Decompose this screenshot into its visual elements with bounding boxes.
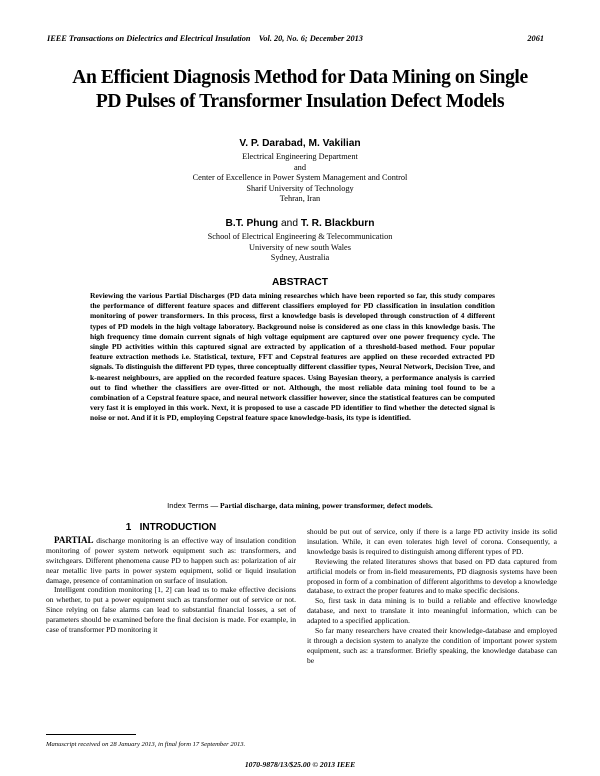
left-column <box>46 523 296 635</box>
manuscript-footnote: Manuscript received on 28 January 2013, in final form 17 September 2013. <box>46 741 246 748</box>
affiliation-line: Sharif University of Technology <box>246 183 354 193</box>
authors-group-2 <box>0 218 600 229</box>
index-terms-text: Partial discharge, data mining, power transformer, defect models. <box>220 501 433 510</box>
author-and: and <box>281 218 299 229</box>
title-line-2: PD Pulses of Transformer Insulation Defect Models <box>95 91 505 112</box>
section-heading: 1 INTRODUCTION <box>125 522 217 533</box>
author-name: B.T. Phung <box>225 218 279 229</box>
affiliation-group-1 <box>0 152 600 205</box>
affiliation-line: Center of Excellence in Power System Management and Control <box>192 173 408 183</box>
affiliation-line: Electrical Engineering Department <box>242 152 358 161</box>
abstract-heading: ABSTRACT <box>271 277 329 288</box>
body-paragraph: Intelligent condition monitoring [1, 2] can lead us to make effective decisions on whether, to put a power equipment such as transformer out of service or not. Since relying on false alarms can lead to substantial financial losses, a set of parameters should be examined before the final decision is made. For example, in case of transformer PD monitoring it <box>46 585 296 635</box>
body-paragraph: So far many researchers have created their knowledge-database and employed it through a decision system to analyze the condition of important power system equipment, such as: a transformer. Briefly speaking, the knowledge database can be <box>307 626 557 665</box>
affiliation-group-2 <box>0 232 600 264</box>
paper-title <box>30 66 570 114</box>
body-paragraph: So, first task in data mining is to build a reliable and effective knowledge database, and next to translate it into meaningful information, which can be adapted to a specified application. <box>307 596 557 626</box>
author-name: T. R. Blackburn <box>300 218 375 229</box>
paragraph-text: discharge monitoring is an effective way of insulation condition monitoring of power system network equipment such as: transformers, and switchgears. Different phenomena cause PD to happen such as: polarization of air near metallic live parts in power system equipment, solid or liquid insulation damage, presence of contamination on surface of insulation. <box>46 535 296 585</box>
copyright-line: 1070-9878/13/$25.00 © 2013 IEEE <box>244 760 356 769</box>
authors-group-1: V. P. Darabad, M. Vakilian <box>239 138 361 149</box>
body-paragraph: Reviewing the related literatures shows that based on PD data captured from artificial models or from in-field measurements, PD diagnosis systems have been proposed in form of a combination of different algorithms to develop a knowledge database, to extract the proper features and to make specific decisions. <box>307 556 557 596</box>
journal-header: IEEE Transactions on Dielectrics and Electrical Insulation Vol. 20, No. 6; December 2013 <box>47 34 363 43</box>
affiliation-line: School of Electrical Engineering & Telecommunication <box>207 232 393 241</box>
body-paragraph <box>46 536 296 586</box>
right-column <box>307 527 557 666</box>
lead-word: PARTIAL <box>54 534 94 545</box>
abstract-text: Reviewing the various Partial Discharges (PD data mining researches which have been reported so far, this study compares the performance of different feature spaces and different classifiers employed for PD classification in insulation condition monitoring of power transformers. In this process, first a knowledge basis is developed through construction of 4 different types of PD models in the high voltage laboratory. Background noise is considered as one class in this knowledge basis. The high frequency time domain current signals of high voltage equipment are captured over one power frequency cycle. The single PD activities within this captured signal are extracted by application of a threshold-based method. Four popular feature extraction methods i.e. Statistical, texture, FFT and Cepstral features are applied on these recorded extracted PD signals. To distinguish the different PD types, three conceptually different classifier types, Neural Network, Decision Tree, and k-nearest neighbours, are applied on the recorded feature spaces. Using Bayesian theory, a performance analysis is carried out to find whether the classifiers are over-fitted or not. Although, the most reliable data mining tool found to be a combination of a Cepstral feature space, and neural network classifier however, since the statistical features can be computed very fast it is employed in this work. Next, it is proposed to use a cascade PD identifier to find whether the detected signal is noise or not. And if it is PD, employing Cepstral feature space knowledge-basis, its type is identified. <box>90 291 495 423</box>
body-paragraph: should be put out of service, only if there is a large PD activity inside its solid insulation. While, it can even tolerates high level of corona. Consequently, a knowledge basis is required to distinguish among different types of PD. <box>307 527 557 556</box>
affiliation-line: Sydney, Australia <box>270 253 330 263</box>
affiliation-line: University of new south Wales <box>249 242 351 252</box>
footnote-divider <box>46 734 136 735</box>
index-terms-label: Index Terms — <box>167 501 219 510</box>
index-terms <box>0 501 600 510</box>
title-line-1: An Efficient Diagnosis Method for Data Mining on Single <box>72 67 528 88</box>
affiliation-line: and <box>294 162 306 172</box>
affiliation-line: Tehran, Iran <box>279 194 321 204</box>
page-number: 2061 <box>527 34 544 43</box>
